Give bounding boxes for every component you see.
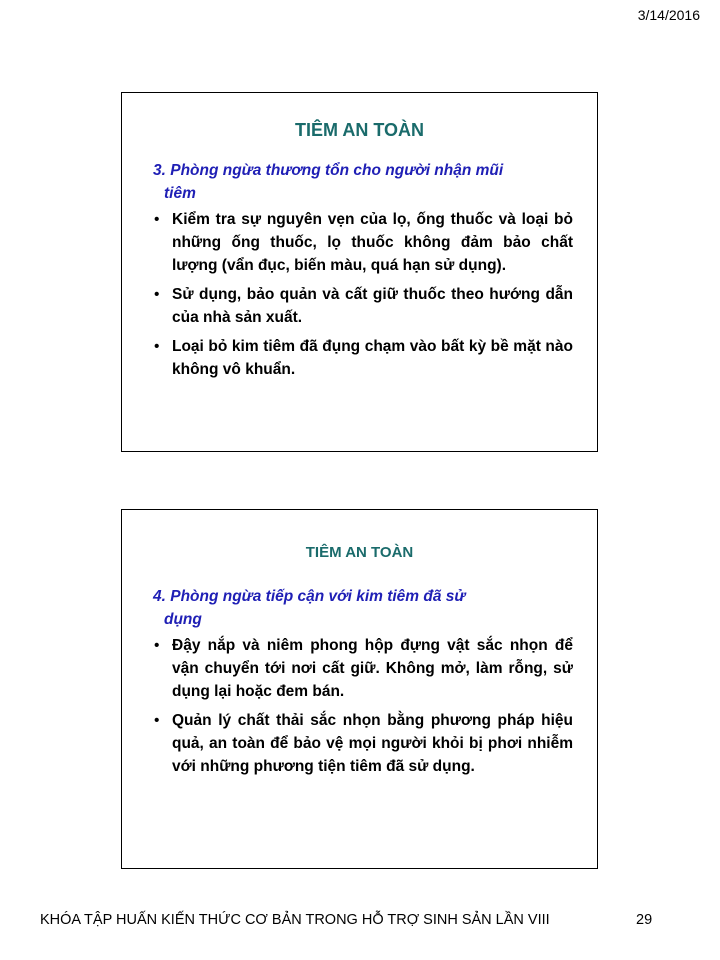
bullet-icon: •	[154, 338, 160, 355]
list-item: • Đậy nắp và niêm phong hộp đựng vật sắc nhọn để vận chuyển tới nơi cất giữ. Không mở, làm rỗng, sử dụng lại hoặc đem bán.	[153, 634, 573, 703]
bullet-list	[153, 634, 573, 784]
section-heading-line-2: dụng	[164, 611, 202, 628]
page-number: 29	[636, 912, 653, 928]
bullet-icon: •	[154, 637, 160, 654]
bullet-icon: •	[154, 211, 160, 228]
bullet-list	[153, 208, 573, 387]
list-item: • Loại bỏ kim tiêm đã đụng chạm vào bất kỳ bề mặt nào không vô khuẩn.	[153, 335, 573, 381]
bullet-icon: •	[154, 286, 160, 303]
slide-title: TIÊM AN TOÀN	[305, 544, 414, 561]
bullet-icon: •	[154, 712, 160, 729]
list-item: • Sử dụng, bảo quản và cất giữ thuốc theo hướng dẫn của nhà sản xuất.	[153, 283, 573, 329]
section-heading	[153, 585, 573, 631]
slide-title: TIÊM AN TOÀN	[295, 120, 424, 140]
list-item: • Quản lý chất thải sắc nhọn bằng phương pháp hiệu quả, an toàn để bảo vệ mọi người khỏi bị phơi nhiễm với những phương tiện tiêm đã sử dụng.	[153, 709, 573, 778]
section-heading-line-1: 4. Phòng ngừa tiếp cận với kim tiêm đã sử	[153, 588, 466, 605]
slide-thumbnail-2	[121, 509, 598, 869]
slide-thumbnail-1	[121, 92, 598, 452]
section-heading	[153, 159, 573, 205]
section-heading-line-2: tiêm	[164, 185, 196, 202]
section-heading-line-1: 3. Phòng ngừa thương tổn cho người nhận mũi	[153, 162, 504, 179]
footer-course-title: KHÓA TẬP HUẤN KIẾN THỨC CƠ BẢN TRONG HỖ TRỢ SINH SẢN LẦN VIII	[40, 912, 550, 928]
list-item: • Kiểm tra sự nguyên vẹn của lọ, ống thuốc và loại bỏ những ống thuốc, lọ thuốc không đảm bảo chất lượng (vẩn đục, biến màu, quá hạn sử dụng).	[153, 208, 573, 277]
print-date: 3/14/2016	[637, 7, 700, 23]
